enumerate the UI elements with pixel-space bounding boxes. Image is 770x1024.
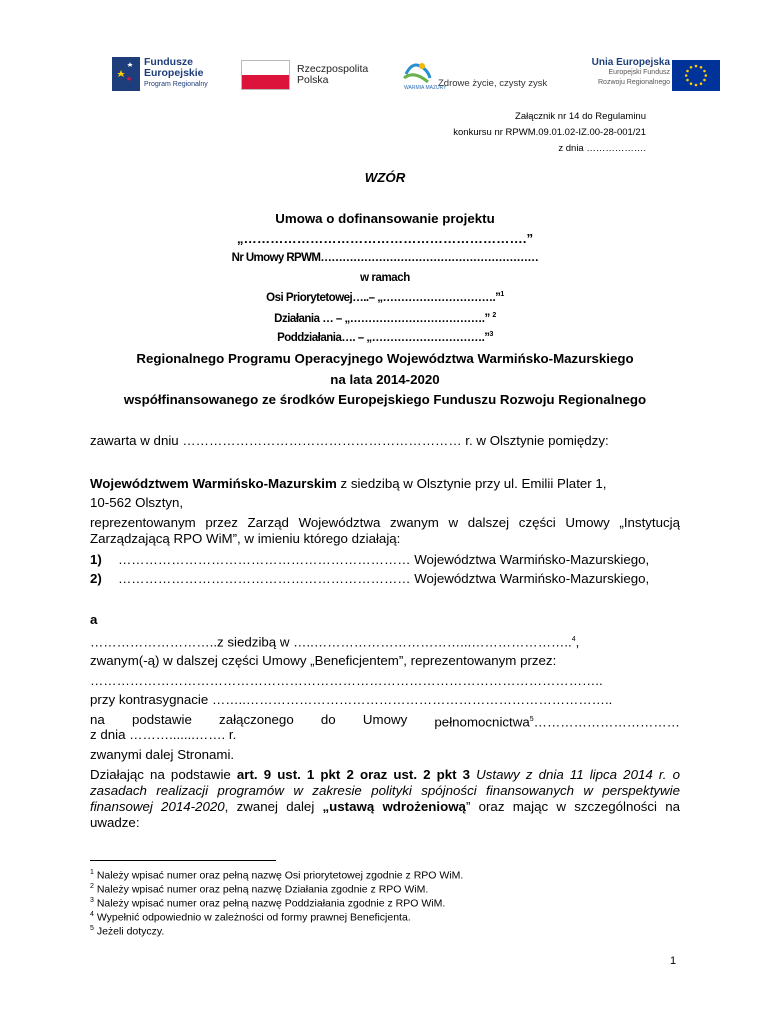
dzialajac-text-2: , zwanej dalej bbox=[224, 799, 323, 814]
dzialajac-act-short-name: „ustawą wdrożeniową bbox=[322, 799, 466, 814]
fe-star-icon bbox=[112, 57, 140, 91]
postal-address: 10-562 Olsztyn, bbox=[90, 495, 184, 510]
wojewodztwo-line bbox=[90, 476, 680, 492]
konkurs-line: konkursu nr RPWM.09.01.02-IZ.00-28-001/21 bbox=[453, 127, 646, 138]
project-name-placeholder: „……………………………………………………….” bbox=[236, 231, 534, 246]
zwanym-line: zwanym(-ą) w dalszej części Umowy „Beneficjentem”, reprezentowanym przez: bbox=[90, 653, 557, 668]
fe-line2: Europejskie bbox=[144, 67, 204, 79]
item2-text: ………………………………………………………… Województwa Warmińsko-Mazurskiego, bbox=[118, 571, 650, 586]
rp-line1: Rzeczpospolita bbox=[297, 63, 369, 75]
podstawie-word-2: podstawie bbox=[131, 712, 192, 727]
zwanymi-line: zwanymi dalej Stronami. bbox=[90, 747, 235, 762]
z-dnia-line: z dnia ……….......……. r. bbox=[90, 727, 237, 742]
warmia-mazury-logo bbox=[402, 58, 562, 92]
fe-line1: Fundusze bbox=[144, 56, 193, 68]
representative-dots-line: …………………………………………………………………………………………………….. bbox=[90, 673, 603, 688]
reprezentowanym-paragraph: reprezentowanym przez Zarząd Województwa zwanym w dalszej części Umowy „Instytucją Zarządzającą RPO WiM”, w imieniu którego działają: bbox=[90, 515, 680, 546]
siedziba-text: ………………………..z siedzibą w …..……………………………...………………….. bbox=[90, 634, 572, 650]
wzor-title: WZÓR bbox=[364, 170, 406, 185]
kontrasygnata-line: przy kontrasygnacie ……..……………………………………………………………………….. bbox=[90, 692, 613, 707]
footnote-5 bbox=[90, 923, 164, 938]
fundusze-europejskie-logo bbox=[112, 55, 217, 93]
footnote-1 bbox=[90, 867, 463, 882]
ue-title: Unia Europejska bbox=[591, 57, 670, 68]
siedziba-footnote-ref: 4 bbox=[571, 636, 576, 643]
program-years: na lata 2014-2020 bbox=[330, 372, 440, 387]
fe-line3: Program Regionalny bbox=[144, 81, 208, 88]
podstawie-word-4: do bbox=[320, 712, 336, 727]
dzialajac-text-3: ” oraz mając w szczególności na uwadze: bbox=[90, 799, 681, 830]
poddzialania-text: Poddziałania…. – „………………………….” bbox=[277, 331, 490, 344]
unia-europejska-logo bbox=[580, 58, 720, 92]
pelnomocnictwo-dots: …………………………… bbox=[533, 714, 680, 730]
ue-line3: Rozwoju Regionalnego bbox=[598, 79, 670, 86]
dzialajac-legal-basis: art. 9 ust. 1 pkt 2 oraz ust. 2 pkt 3 bbox=[236, 767, 471, 782]
cofinancing-line: współfinansowanego ze środków Europejskiego Funduszu Rozwoju Regionalnego bbox=[123, 392, 647, 407]
item1-number: 1) bbox=[90, 552, 102, 567]
podstawie-word-5: Umowy bbox=[362, 712, 408, 727]
page-number: 1 bbox=[670, 955, 677, 967]
dzialania-text: Działania … – „……………………………….” bbox=[274, 312, 493, 325]
polish-flag-icon bbox=[241, 60, 290, 90]
footnote-3-text: Należy wpisać numer oraz pełną nazwę Poddziałania zgodnie z RPO WiM. bbox=[93, 897, 446, 910]
wm-mark-label: WARMIA MAZURY bbox=[404, 85, 447, 91]
wojewodztwo-name: Województwem Warmińsko-Mazurskim bbox=[90, 476, 337, 491]
dzialajac-act-title: Ustawy z dnia 11 lipca 2014 r. o zasadach realizacji programów w zakresie polityki spójności finansowanych w perspektywie finansowej 2014-2020 bbox=[90, 767, 680, 814]
footnote-3 bbox=[90, 895, 445, 910]
beneficiary-seat-line bbox=[90, 632, 680, 650]
podstawie-word-1: na bbox=[90, 712, 105, 727]
item1-text: ………………………………………………………… Województwa Warmińsko-Mazurskiego, bbox=[118, 552, 650, 567]
pelnomocnictwo-footnote-ref: 5 bbox=[529, 716, 534, 723]
program-name: Regionalnego Programu Operacyjnego Województwa Warmińsko-Mazurskiego bbox=[136, 351, 634, 366]
and-separator: a bbox=[90, 612, 98, 627]
dzialajac-text-1: Działając na podstawie bbox=[90, 767, 237, 782]
footnote-3-number: 3 bbox=[90, 897, 94, 904]
z-dnia-header: z dnia ………………. bbox=[558, 143, 646, 154]
dzialania bbox=[0, 312, 770, 325]
osi-text: Osi Priorytetowej…..– „………………………….” bbox=[266, 291, 501, 304]
siedziba-end: , bbox=[575, 634, 580, 650]
osi-footnote-ref: 1 bbox=[500, 291, 504, 298]
w-ramach: w ramach bbox=[360, 272, 410, 284]
footnote-1-number: 1 bbox=[90, 869, 94, 876]
footnote-4 bbox=[90, 909, 411, 924]
rp-line2: Polska bbox=[297, 74, 329, 86]
representative-1 bbox=[90, 552, 680, 568]
footnote-4-number: 4 bbox=[90, 911, 94, 918]
footnote-2 bbox=[90, 881, 428, 896]
footnote-separator bbox=[90, 860, 276, 861]
footnote-5-text: Jeżeli dotyczy. bbox=[93, 925, 165, 938]
ue-line2: Europejski Fundusz bbox=[608, 69, 670, 76]
wojewodztwo-address: z siedzibą w Olsztynie przy ul. Emilii Plater 1, bbox=[336, 476, 607, 491]
footnote-1-text: Należy wpisać numer oraz pełną nazwę Osi priorytetowej zgodnie z RPO WiM. bbox=[93, 869, 464, 882]
wm-slogan: Zdrowe życie, czysty zysk bbox=[438, 78, 548, 89]
osi-priorytetowej bbox=[0, 291, 770, 304]
zalacznik-line: Załącznik nr 14 do Regulaminu bbox=[515, 111, 646, 122]
footnote-2-text: Należy wpisać numer oraz pełną nazwę Działania zgodnie z RPO WiM. bbox=[93, 883, 429, 896]
footnote-5-number: 5 bbox=[90, 925, 94, 932]
footnote-4-text: Wypełnić odpowiednio w zależności od formy prawnej Beneficjenta. bbox=[93, 911, 411, 924]
podstawie-word-6: pełnomocnictwa bbox=[434, 714, 530, 730]
nr-umowy: Nr Umowy RPWM…………………………………………………… bbox=[231, 252, 539, 264]
dzialania-footnote-ref: 2 bbox=[492, 312, 496, 319]
warmia-mazury-icon bbox=[402, 58, 447, 92]
item2-number: 2) bbox=[90, 571, 102, 586]
representative-2 bbox=[90, 571, 680, 587]
poddzialania bbox=[0, 331, 770, 344]
umowa-title: Umowa o dofinansowanie projektu bbox=[275, 211, 495, 226]
poddzialania-footnote-ref: 3 bbox=[489, 331, 493, 338]
zawarta-line: zawarta w dniu ……………………………………………………… r. w Olsztynie pomiędzy: bbox=[90, 433, 609, 448]
footnote-2-number: 2 bbox=[90, 883, 94, 890]
dzialajac-paragraph bbox=[90, 767, 680, 831]
rzeczpospolita-logo bbox=[241, 60, 381, 92]
eu-flag-icon bbox=[672, 60, 720, 91]
podstawie-word-3: załączonego bbox=[219, 712, 294, 727]
